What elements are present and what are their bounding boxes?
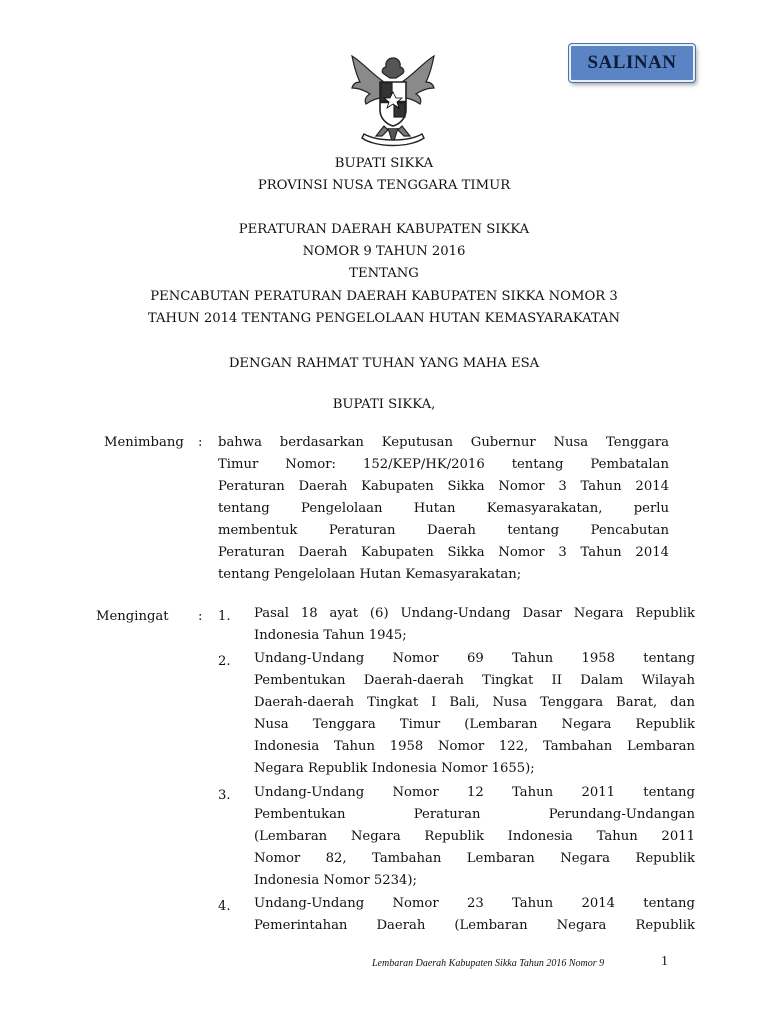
mengingat-item-line: Nomor 82, Tambahan Lembaran Negara Republik — [254, 851, 695, 866]
mengingat-item — [254, 651, 695, 783]
menimbang-line: tentang Pengelolaan Hutan Kemasyarakatan, perlu — [218, 501, 669, 516]
page-number: 1 — [661, 954, 668, 969]
menimbang-line: Peraturan Daerah Kabupaten Sikka Nomor 3 Tahun 2014 — [218, 479, 669, 494]
mengingat-label: Mengingat — [96, 609, 169, 624]
mengingat-item-line: Pembentukan Peraturan Perundang-Undangan — [254, 807, 695, 822]
mengingat-item-line: Undang-Undang Nomor 12 Tahun 2011 tentang — [254, 785, 695, 800]
mengingat-item-number: 4. — [218, 899, 231, 914]
menimbang-line: Peraturan Daerah Kabupaten Sikka Nomor 3 Tahun 2014 — [218, 545, 669, 560]
mengingat-item-line: Indonesia Tahun 1958 Nomor 122, Tambahan Lembaran — [254, 739, 695, 754]
regent-title: BUPATI SIKKA — [334, 156, 434, 171]
mengingat-item-number: 1. — [218, 609, 231, 624]
menimbang-paragraph — [218, 432, 669, 586]
menimbang-line: Timur Nomor: 152/KEP/HK/2016 tentang Pembatalan — [218, 457, 669, 472]
regulation-subject-line2: TAHUN 2014 TENTANG PENGELOLAAN HUTAN KEMASYARAKATAN — [147, 311, 621, 326]
mengingat-item-line: Undang-Undang Nomor 23 Tahun 2014 tentang — [254, 896, 695, 911]
regulation-about: TENTANG — [349, 266, 419, 281]
mengingat-item-line: Indonesia Tahun 1945; — [254, 628, 407, 643]
mengingat-item-number: 2. — [218, 654, 231, 669]
mengingat-item — [254, 896, 695, 940]
salinan-stamp — [569, 44, 695, 82]
mengingat-item-number: 3. — [218, 788, 231, 803]
menimbang-colon: : — [198, 435, 203, 450]
preamble-rahmat: DENGAN RAHMAT TUHAN YANG MAHA ESA — [228, 356, 540, 371]
regulation-number: NOMOR 9 TAHUN 2016 — [302, 244, 466, 259]
regulation-subject-line1: PENCABUTAN PERATURAN DAERAH KABUPATEN SIKKA NOMOR 3 — [150, 289, 618, 304]
regulation-title: PERATURAN DAERAH KABUPATEN SIKKA — [238, 222, 530, 237]
menimbang-line: bahwa berdasarkan Keputusan Gubernur Nusa Tenggara — [218, 435, 669, 450]
garuda-emblem-icon — [344, 52, 442, 152]
mengingat-item-line: (Lembaran Negara Republik Indonesia Tahun 2011 — [254, 829, 695, 844]
mengingat-item-line: Pembentukan Daerah-daerah Tingkat II Dalam Wilayah — [254, 673, 695, 688]
mengingat-item-line: Indonesia Nomor 5234); — [254, 873, 417, 888]
mengingat-item-line: Nusa Tenggara Timur (Lembaran Negara Republik — [254, 717, 695, 732]
menimbang-line: membentuk Peraturan Daerah tentang Pencabutan — [218, 523, 669, 538]
mengingat-item-line: Negara Republik Indonesia Nomor 1655); — [254, 761, 535, 776]
salinan-label: SALINAN — [587, 52, 677, 73]
mengingat-item-line: Pasal 18 ayat (6) Undang-Undang Dasar Negara Republik — [254, 606, 695, 621]
footer-gazette-text: Lembaran Daerah Kabupaten Sikka Tahun 2016 Nomor 9 — [372, 958, 605, 969]
mengingat-item-line: Daerah-daerah Tingkat I Bali, Nusa Tenggara Barat, dan — [254, 695, 695, 710]
mengingat-item — [254, 606, 695, 650]
mengingat-item — [254, 785, 695, 895]
mengingat-item-line: Undang-Undang Nomor 69 Tahun 1958 tentang — [254, 651, 695, 666]
menimbang-line: tentang Pengelolaan Hutan Kemasyarakatan; — [218, 567, 522, 582]
menimbang-label: Menimbang — [104, 435, 184, 450]
preamble-bupati: BUPATI SIKKA, — [332, 397, 436, 412]
mengingat-item-line: Pemerintahan Daerah (Lembaran Negara Republik — [254, 918, 695, 933]
mengingat-colon: : — [198, 609, 203, 624]
province-title: PROVINSI NUSA TENGGARA TIMUR — [257, 178, 511, 193]
